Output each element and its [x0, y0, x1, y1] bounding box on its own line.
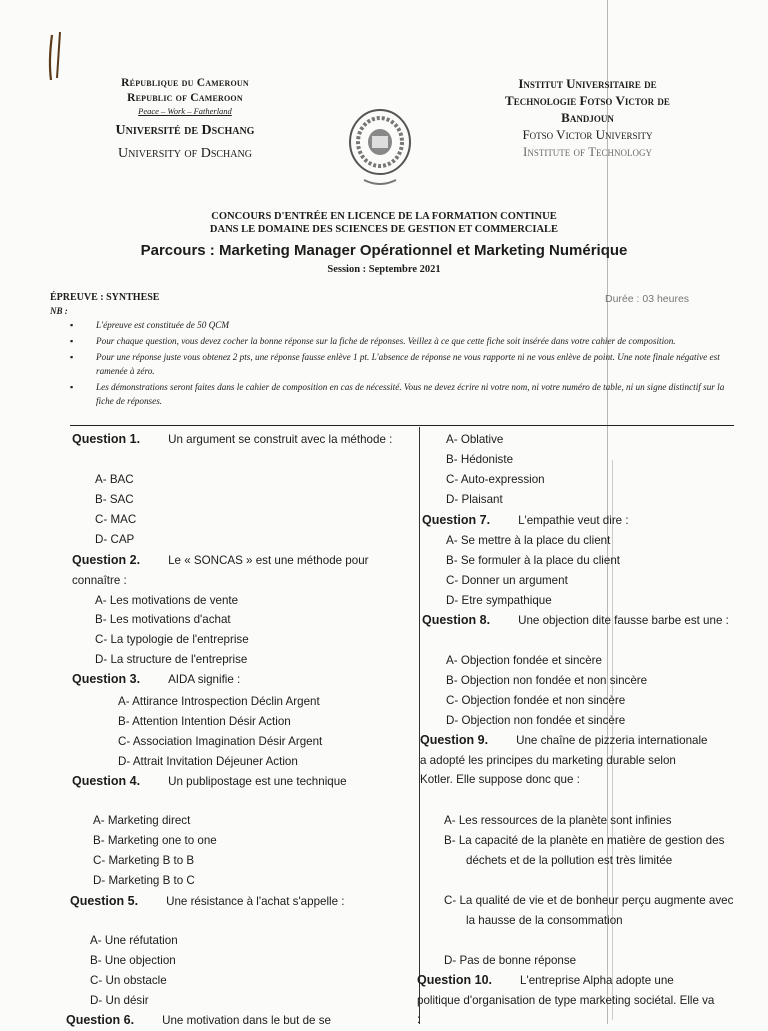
- q8-option-b[interactable]: B- Objection non fondée et non sincère: [446, 674, 648, 687]
- horizontal-divider: [70, 425, 734, 426]
- question-1: Question 1. Un argument se construit avec la méthode :: [72, 432, 393, 446]
- q5-option-c[interactable]: C- Un obstacle: [90, 974, 167, 987]
- q6-option-d[interactable]: D- Plaisant: [446, 493, 503, 506]
- q1-option-b[interactable]: B- SAC: [95, 493, 134, 506]
- q3-option-d[interactable]: D- Attrait Invitation Déjeuner Action: [118, 755, 298, 768]
- column-divider: [419, 427, 420, 1024]
- instructions-list: [70, 318, 730, 410]
- exam-title-line-2: DANS LE DOMAINE DES SCIENCES DE GESTION ET COMMERCIALE: [209, 224, 559, 235]
- institute-line-3: Bandjoun: [561, 110, 614, 125]
- republic-en: Republic of Cameroon: [127, 92, 243, 104]
- q8-option-a[interactable]: A- Objection fondée et sincère: [446, 654, 602, 667]
- institute-line-5: Institute of Technology: [522, 144, 653, 159]
- q7-option-a[interactable]: A- Se mettre à la place du client: [446, 534, 611, 547]
- q4-option-d[interactable]: D- Marketing B to C: [93, 874, 195, 887]
- instruction-item: ▪ Pour une réponse juste vous obtenez 2 pts, une réponse fausse enlève 1 pt. L'absence de réponse ne vous rapporte ni ne vous enlève de point. Une note finale négative est ramenée à zéro.: [70, 350, 730, 378]
- exam-title: [0, 210, 768, 236]
- instruction-item: ▪ Les démonstrations seront faites dans le cahier de composition en cas de nécessité. Vous ne devez écrire ni votre nom, ni votre numéro de table, ni un signe distinctif sur la fiche de réponses.: [70, 380, 730, 408]
- q3-option-c[interactable]: C- Association Imagination Désir Argent: [118, 735, 323, 748]
- q6-option-c[interactable]: C- Auto-expression: [446, 473, 545, 486]
- motto: Peace – Work – Fatherland: [138, 106, 232, 116]
- q3-option-a[interactable]: A- Attirance Introspection Déclin Argent: [118, 695, 320, 708]
- question-5: Question 5. Une résistance à l'achat s'appelle :: [70, 894, 345, 908]
- q7-option-d[interactable]: D- Etre sympathique: [446, 594, 552, 607]
- q2-option-c[interactable]: C- La typologie de l'entreprise: [95, 633, 249, 646]
- epreuve-label: ÉPREUVE : SYNTHESE: [50, 292, 160, 303]
- question-8: Question 8. Une objection dite fausse barbe est une :: [422, 613, 729, 627]
- q1-option-a[interactable]: A- BAC: [95, 473, 134, 486]
- q7-option-c[interactable]: C- Donner un argument: [446, 574, 568, 587]
- republic-fr: République du Cameroun: [121, 77, 249, 89]
- session: Session : Septembre 2021: [327, 264, 441, 275]
- scan-line: [607, 0, 608, 1024]
- q4-option-b[interactable]: B- Marketing one to one: [93, 834, 217, 847]
- q2-option-b[interactable]: B- Les motivations d'achat: [95, 613, 231, 626]
- question-3: Question 3. AIDA signifie :: [72, 672, 241, 686]
- q5-option-b[interactable]: B- Une objection: [90, 954, 176, 967]
- header-right: [450, 75, 725, 160]
- q4-option-c[interactable]: C- Marketing B to B: [93, 854, 195, 867]
- scan-line: [612, 460, 613, 1020]
- q8-option-d[interactable]: D- Objection non fondée et sincère: [446, 714, 626, 727]
- q8-option-c[interactable]: C- Objection fondée et non sincère: [446, 694, 626, 707]
- q9-option-b[interactable]: B- La capacité de la planète en matière de gestion des déchets et de la pollution est très limitée: [444, 834, 725, 867]
- instruction-item: ▪ L'épreuve est constituée de 50 QCM: [70, 318, 730, 332]
- institute-line-1: Institut Universitaire de: [518, 76, 657, 91]
- q6-option-b[interactable]: B- Hédoniste: [446, 453, 514, 466]
- university-seal-icon: [334, 98, 426, 192]
- institute-line-2: Technologie Fotso Victor de: [505, 93, 670, 108]
- q1-option-d[interactable]: D- CAP: [95, 533, 135, 546]
- question-4: Question 4. Un publipostage est une technique: [72, 774, 347, 788]
- question-10: Question 10. L'entreprise Alpha adopte une politique d'organisation de type marketing sociétal. Elle va :: [417, 973, 715, 1026]
- duration: Durée : 03 heures: [605, 293, 690, 305]
- exam-title-line-1: CONCOURS D'ENTRÉE EN LICENCE DE LA FORMATION CONTINUE: [211, 211, 557, 222]
- parcours-title: Parcours : Marketing Manager Opérationnel et Marketing Numérique: [140, 242, 628, 259]
- q4-option-a[interactable]: A- Marketing direct: [93, 814, 191, 827]
- university-en: University of Dschang: [118, 146, 252, 161]
- question-6: Question 6. Une motivation dans le but de se: [66, 1013, 331, 1027]
- question-9: Question 9. Une chaîne de pizzeria internationale a adopté les principes du marketing durable selon Kotler. Elle suppose donc que :: [420, 733, 708, 786]
- question-2: Question 2. Le « SONCAS » est une méthode pour connaître :: [72, 553, 369, 587]
- question-7: Question 7. L'empathie veut dire :: [422, 513, 629, 527]
- q9-option-d[interactable]: D- Pas de bonne réponse: [444, 954, 577, 967]
- q3-option-b[interactable]: B- Attention Intention Désir Action: [118, 715, 291, 728]
- university-fr: Université de Dschang: [115, 123, 255, 138]
- q9-option-a[interactable]: A- Les ressources de la planète sont infinies: [444, 814, 672, 827]
- q6-option-a[interactable]: A- Oblative: [446, 433, 504, 446]
- q5-option-d[interactable]: D- Un désir: [90, 994, 149, 1007]
- q9-option-c[interactable]: C- La qualité de vie et de bonheur perçu augmente avec la hausse de la consommation: [444, 894, 734, 927]
- nb-label: NB :: [50, 306, 68, 316]
- q2-option-d[interactable]: D- La structure de l'entreprise: [95, 653, 248, 666]
- q5-option-a[interactable]: A- Une réfutation: [90, 934, 178, 947]
- header-left: [0, 76, 370, 163]
- q7-option-b[interactable]: B- Se formuler à la place du client: [446, 554, 620, 567]
- instruction-item: ▪ Pour chaque question, vous devez cocher la bonne réponse sur la fiche de réponses. Veillez à ce que cette fiche soit insérée dans votre cahier de composition.: [70, 334, 730, 348]
- q1-option-c[interactable]: C- MAC: [95, 513, 137, 526]
- institute-line-4: Fotso Victor University: [522, 127, 653, 142]
- q2-option-a[interactable]: A- Les motivations de vente: [95, 594, 239, 607]
